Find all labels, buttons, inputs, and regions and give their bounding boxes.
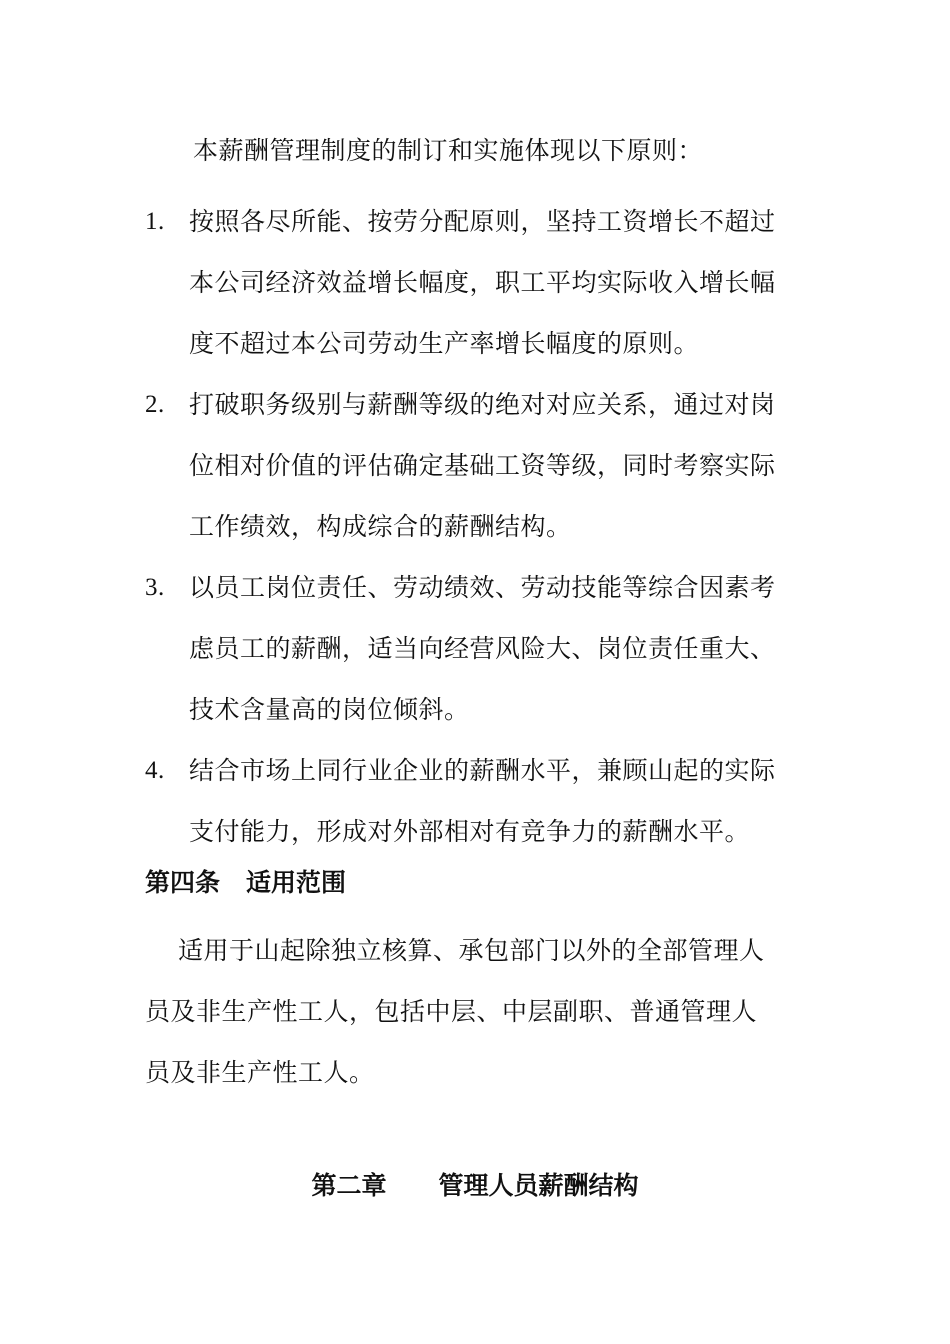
list-item-line: 位相对价值的评估确定基础工资等级，同时考察实际: [189, 451, 776, 480]
scope-paragraph: [145, 920, 785, 1103]
principles-list: [145, 191, 785, 862]
list-item-line: 按照各尽所能、按劳分配原则，坚持工资增长不超过: [189, 207, 776, 236]
list-item-line: 技术含量高的岗位倾斜。: [189, 695, 470, 724]
section-heading: [145, 863, 346, 903]
scope-line: 员及非生产性工人。: [145, 1058, 375, 1087]
list-item-number: 1.: [145, 208, 165, 235]
list-item: [145, 191, 785, 374]
list-item: [145, 374, 785, 557]
list-item-line: 虑员工的薪酬，适当向经营风险大、岗位责任重大、: [189, 634, 776, 663]
chapter-title: [0, 1166, 950, 1206]
list-item-number: 4.: [145, 757, 165, 784]
list-item-line: 以员工岗位责任、劳动绩效、劳动技能等综合因素考: [189, 573, 776, 602]
list-item-line: 打破职务级别与薪酬等级的绝对对应关系，通过对岗: [189, 390, 776, 419]
list-item-line: 支付能力，形成对外部相对有竞争力的薪酬水平。: [189, 817, 751, 846]
scope-line: 员及非生产性工人，包括中层、中层副职、普通管理人: [145, 997, 758, 1026]
list-item-number: 2.: [145, 391, 165, 418]
intro-paragraph: 本薪酬管理制度的制订和实施体现以下原则：: [193, 136, 704, 165]
section-article-number: 第四条: [145, 868, 221, 897]
list-item-line: 结合市场上同行业企业的薪酬水平，兼顾山起的实际: [189, 756, 776, 785]
list-item-line: 度不超过本公司劳动生产率增长幅度的原则。: [189, 329, 700, 358]
list-item: [145, 740, 785, 862]
list-item-line: 本公司经济效益增长幅度，职工平均实际收入增长幅: [189, 268, 776, 297]
list-item: [145, 557, 785, 740]
section-title: 适用范围: [246, 868, 347, 897]
chapter-name: 管理人员薪酬结构: [438, 1171, 639, 1200]
list-item-number: 3.: [145, 574, 165, 601]
list-item-line: 工作绩效，构成综合的薪酬结构。: [189, 512, 572, 541]
scope-line: 适用于山起除独立核算、承包部门以外的全部管理人: [178, 936, 765, 965]
chapter-number: 第二章: [311, 1171, 387, 1200]
